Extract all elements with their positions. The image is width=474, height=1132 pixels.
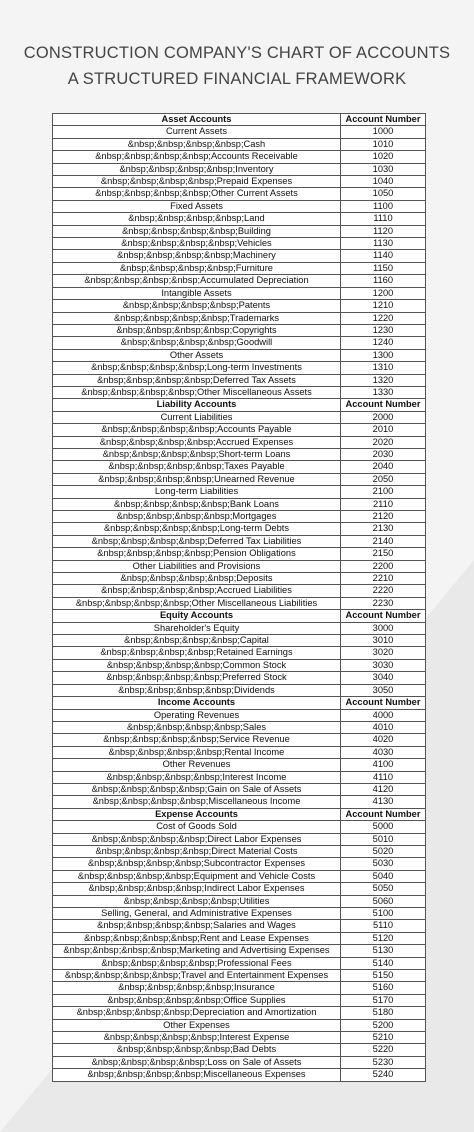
- account-name-cell: &nbsp;&nbsp;&nbsp;&nbsp;Common Stock: [53, 659, 341, 671]
- account-name-cell: &nbsp;&nbsp;&nbsp;&nbsp;Rental Income: [53, 746, 341, 758]
- table-row: [53, 151, 426, 163]
- table-row: [53, 349, 426, 361]
- account-number-cell: 2040: [341, 461, 426, 473]
- account-name-cell: &nbsp;&nbsp;&nbsp;&nbsp;Inventory: [53, 163, 341, 175]
- account-number-cell: 5210: [341, 1032, 426, 1044]
- table-row: [53, 473, 426, 485]
- document-title: [0, 40, 474, 92]
- table-row: [53, 548, 426, 560]
- account-name-cell: &nbsp;&nbsp;&nbsp;&nbsp;Professional Fees: [53, 957, 341, 969]
- table-row: [53, 138, 426, 150]
- account-number-header-cell: Account Number: [341, 697, 426, 709]
- account-name-cell: &nbsp;&nbsp;&nbsp;&nbsp;Subcontractor Expenses: [53, 858, 341, 870]
- account-number-cell: 1240: [341, 337, 426, 349]
- account-name-cell: &nbsp;&nbsp;&nbsp;&nbsp;Trademarks: [53, 312, 341, 324]
- account-number-cell: 3050: [341, 684, 426, 696]
- account-name-cell: &nbsp;&nbsp;&nbsp;&nbsp;Other Miscellaneous Liabilities: [53, 597, 341, 609]
- account-name-cell: Current Assets: [53, 126, 341, 138]
- table-row: [53, 448, 426, 460]
- accounts-table: [52, 113, 426, 1082]
- table-row: [53, 684, 426, 696]
- table-row: [53, 858, 426, 870]
- account-number-cell: 2120: [341, 511, 426, 523]
- table-row: [53, 312, 426, 324]
- section-header-row: [53, 610, 426, 622]
- table-row: [53, 362, 426, 374]
- account-name-cell: &nbsp;&nbsp;&nbsp;&nbsp;Pension Obligations: [53, 548, 341, 560]
- account-name-cell: &nbsp;&nbsp;&nbsp;&nbsp;Copyrights: [53, 324, 341, 336]
- account-number-cell: 2100: [341, 486, 426, 498]
- table-row: [53, 250, 426, 262]
- account-name-cell: Long-term Liabilities: [53, 486, 341, 498]
- account-name-cell: &nbsp;&nbsp;&nbsp;&nbsp;Office Supplies: [53, 994, 341, 1006]
- account-number-cell: 4110: [341, 771, 426, 783]
- account-name-cell: &nbsp;&nbsp;&nbsp;&nbsp;Deferred Tax Assets: [53, 374, 341, 386]
- section-title-cell: Income Accounts: [53, 697, 341, 709]
- table-row: [53, 436, 426, 448]
- account-number-cell: 5060: [341, 895, 426, 907]
- account-name-cell: &nbsp;&nbsp;&nbsp;&nbsp;Miscellaneous Income: [53, 796, 341, 808]
- account-number-cell: 3040: [341, 672, 426, 684]
- table-row: [53, 994, 426, 1006]
- account-number-cell: 2130: [341, 523, 426, 535]
- account-number-cell: 3010: [341, 635, 426, 647]
- account-number-cell: 2020: [341, 436, 426, 448]
- account-number-cell: 2050: [341, 473, 426, 485]
- account-name-cell: &nbsp;&nbsp;&nbsp;&nbsp;Short-term Loans: [53, 448, 341, 460]
- table-row: [53, 535, 426, 547]
- account-number-cell: 1330: [341, 386, 426, 398]
- account-name-cell: &nbsp;&nbsp;&nbsp;&nbsp;Indirect Labor Expenses: [53, 883, 341, 895]
- account-number-cell: 2210: [341, 573, 426, 585]
- table-row: [53, 424, 426, 436]
- account-name-cell: Fixed Assets: [53, 200, 341, 212]
- account-number-cell: 5040: [341, 870, 426, 882]
- account-number-cell: 1220: [341, 312, 426, 324]
- account-number-cell: 1320: [341, 374, 426, 386]
- account-name-cell: &nbsp;&nbsp;&nbsp;&nbsp;Building: [53, 225, 341, 237]
- account-name-cell: &nbsp;&nbsp;&nbsp;&nbsp;Deposits: [53, 573, 341, 585]
- account-name-cell: &nbsp;&nbsp;&nbsp;&nbsp;Dividends: [53, 684, 341, 696]
- account-number-cell: 5160: [341, 982, 426, 994]
- account-number-cell: 5150: [341, 970, 426, 982]
- table-row: [53, 734, 426, 746]
- account-number-cell: 1000: [341, 126, 426, 138]
- account-number-cell: 1200: [341, 287, 426, 299]
- account-number-cell: 1160: [341, 275, 426, 287]
- account-number-cell: 5050: [341, 883, 426, 895]
- section-header-row: [53, 399, 426, 411]
- account-number-cell: 1140: [341, 250, 426, 262]
- table-row: [53, 200, 426, 212]
- account-name-cell: &nbsp;&nbsp;&nbsp;&nbsp;Furniture: [53, 262, 341, 274]
- table-row: [53, 746, 426, 758]
- title-line-1: CONSTRUCTION COMPANY'S CHART OF ACCOUNTS: [23, 44, 451, 62]
- account-name-cell: Other Revenues: [53, 759, 341, 771]
- account-name-cell: &nbsp;&nbsp;&nbsp;&nbsp;Machinery: [53, 250, 341, 262]
- account-number-cell: 2110: [341, 498, 426, 510]
- account-number-cell: 2200: [341, 560, 426, 572]
- table-row: [53, 486, 426, 498]
- account-name-cell: &nbsp;&nbsp;&nbsp;&nbsp;Equipment and Vehicle Costs: [53, 870, 341, 882]
- account-name-cell: &nbsp;&nbsp;&nbsp;&nbsp;Insurance: [53, 982, 341, 994]
- account-name-cell: &nbsp;&nbsp;&nbsp;&nbsp;Accumulated Depreciation: [53, 275, 341, 287]
- table-row: [53, 796, 426, 808]
- section-title-cell: Liability Accounts: [53, 399, 341, 411]
- table-row: [53, 337, 426, 349]
- table-row: [53, 498, 426, 510]
- account-number-cell: 5110: [341, 920, 426, 932]
- account-name-cell: &nbsp;&nbsp;&nbsp;&nbsp;Capital: [53, 635, 341, 647]
- account-number-cell: 2140: [341, 535, 426, 547]
- account-name-cell: &nbsp;&nbsp;&nbsp;&nbsp;Travel and Entertainment Expenses: [53, 970, 341, 982]
- account-name-cell: &nbsp;&nbsp;&nbsp;&nbsp;Direct Labor Expenses: [53, 833, 341, 845]
- account-name-cell: &nbsp;&nbsp;&nbsp;&nbsp;Loss on Sale of Assets: [53, 1056, 341, 1068]
- account-name-cell: &nbsp;&nbsp;&nbsp;&nbsp;Utilities: [53, 895, 341, 907]
- account-name-cell: &nbsp;&nbsp;&nbsp;&nbsp;Accrued Expenses: [53, 436, 341, 448]
- account-name-cell: &nbsp;&nbsp;&nbsp;&nbsp;Long-term Debts: [53, 523, 341, 535]
- account-number-cell: 1110: [341, 213, 426, 225]
- account-number-cell: 5230: [341, 1056, 426, 1068]
- table-row: [53, 262, 426, 274]
- table-row: [53, 176, 426, 188]
- account-number-cell: 5010: [341, 833, 426, 845]
- account-name-cell: &nbsp;&nbsp;&nbsp;&nbsp;Preferred Stock: [53, 672, 341, 684]
- table-row: [53, 585, 426, 597]
- table-row: [53, 275, 426, 287]
- account-name-cell: &nbsp;&nbsp;&nbsp;&nbsp;Miscellaneous Expenses: [53, 1069, 341, 1081]
- table-row: [53, 659, 426, 671]
- account-number-cell: 1210: [341, 300, 426, 312]
- table-row: [53, 1056, 426, 1068]
- table-row: [53, 771, 426, 783]
- account-name-cell: &nbsp;&nbsp;&nbsp;&nbsp;Direct Material Costs: [53, 845, 341, 857]
- table-row: [53, 982, 426, 994]
- account-number-cell: 4010: [341, 721, 426, 733]
- account-number-cell: 1010: [341, 138, 426, 150]
- account-name-cell: &nbsp;&nbsp;&nbsp;&nbsp;Accrued Liabilities: [53, 585, 341, 597]
- table-row: [53, 511, 426, 523]
- account-number-cell: 5180: [341, 1007, 426, 1019]
- account-name-cell: &nbsp;&nbsp;&nbsp;&nbsp;Gain on Sale of Assets: [53, 783, 341, 795]
- account-number-cell: 1130: [341, 238, 426, 250]
- table-row: [53, 1007, 426, 1019]
- account-number-cell: 5240: [341, 1069, 426, 1081]
- account-number-cell: 5170: [341, 994, 426, 1006]
- table-row: [53, 461, 426, 473]
- account-number-cell: 3000: [341, 622, 426, 634]
- table-row: [53, 560, 426, 572]
- account-name-cell: Intangible Assets: [53, 287, 341, 299]
- account-number-cell: 1020: [341, 151, 426, 163]
- table-row: [53, 957, 426, 969]
- account-number-cell: 3030: [341, 659, 426, 671]
- account-number-cell: 1050: [341, 188, 426, 200]
- account-name-cell: &nbsp;&nbsp;&nbsp;&nbsp;Interest Expense: [53, 1032, 341, 1044]
- table-row: [53, 126, 426, 138]
- table-row: [53, 374, 426, 386]
- table-row: [53, 238, 426, 250]
- table-row: [53, 945, 426, 957]
- account-name-cell: &nbsp;&nbsp;&nbsp;&nbsp;Retained Earnings: [53, 647, 341, 659]
- account-number-cell: 1040: [341, 176, 426, 188]
- table-row: [53, 870, 426, 882]
- table-row: [53, 411, 426, 423]
- account-number-cell: 1310: [341, 362, 426, 374]
- account-number-cell: 4120: [341, 783, 426, 795]
- account-number-cell: 5200: [341, 1019, 426, 1031]
- accounts-table-body: [53, 114, 426, 1082]
- account-name-cell: Shareholder's Equity: [53, 622, 341, 634]
- account-name-cell: &nbsp;&nbsp;&nbsp;&nbsp;Accounts Receivable: [53, 151, 341, 163]
- table-row: [53, 821, 426, 833]
- account-number-cell: 3020: [341, 647, 426, 659]
- account-name-cell: &nbsp;&nbsp;&nbsp;&nbsp;Rent and Lease Expenses: [53, 932, 341, 944]
- table-row: [53, 1044, 426, 1056]
- account-number-cell: 5220: [341, 1044, 426, 1056]
- section-header-row: [53, 808, 426, 820]
- title-line-2: A STRUCTURED FINANCIAL FRAMEWORK: [67, 70, 407, 88]
- account-number-cell: 4130: [341, 796, 426, 808]
- table-row: [53, 833, 426, 845]
- account-name-cell: &nbsp;&nbsp;&nbsp;&nbsp;Unearned Revenue: [53, 473, 341, 485]
- table-row: [53, 1032, 426, 1044]
- table-row: [53, 647, 426, 659]
- account-number-cell: 2000: [341, 411, 426, 423]
- account-name-cell: &nbsp;&nbsp;&nbsp;&nbsp;Salaries and Wages: [53, 920, 341, 932]
- account-number-cell: 1030: [341, 163, 426, 175]
- table-row: [53, 895, 426, 907]
- table-row: [53, 759, 426, 771]
- account-number-cell: 1150: [341, 262, 426, 274]
- section-title-cell: Asset Accounts: [53, 114, 341, 126]
- table-row: [53, 523, 426, 535]
- account-number-cell: 5130: [341, 945, 426, 957]
- account-number-cell: 4030: [341, 746, 426, 758]
- account-name-cell: &nbsp;&nbsp;&nbsp;&nbsp;Other Current Assets: [53, 188, 341, 200]
- account-name-cell: &nbsp;&nbsp;&nbsp;&nbsp;Service Revenue: [53, 734, 341, 746]
- table-row: [53, 635, 426, 647]
- table-row: [53, 622, 426, 634]
- account-name-cell: &nbsp;&nbsp;&nbsp;&nbsp;Deferred Tax Liabilities: [53, 535, 341, 547]
- account-name-cell: &nbsp;&nbsp;&nbsp;&nbsp;Prepaid Expenses: [53, 176, 341, 188]
- table-row: [53, 932, 426, 944]
- account-name-cell: Operating Revenues: [53, 709, 341, 721]
- account-name-cell: &nbsp;&nbsp;&nbsp;&nbsp;Interest Income: [53, 771, 341, 783]
- account-number-cell: 2030: [341, 448, 426, 460]
- account-number-header-cell: Account Number: [341, 610, 426, 622]
- table-row: [53, 225, 426, 237]
- account-name-cell: &nbsp;&nbsp;&nbsp;&nbsp;Depreciation and Amortization: [53, 1007, 341, 1019]
- account-name-cell: &nbsp;&nbsp;&nbsp;&nbsp;Mortgages: [53, 511, 341, 523]
- account-number-cell: 4020: [341, 734, 426, 746]
- account-name-cell: &nbsp;&nbsp;&nbsp;&nbsp;Marketing and Advertising Expenses: [53, 945, 341, 957]
- account-number-cell: 1100: [341, 200, 426, 212]
- account-number-cell: 2230: [341, 597, 426, 609]
- account-number-cell: 4000: [341, 709, 426, 721]
- table-row: [53, 163, 426, 175]
- account-number-cell: 5030: [341, 858, 426, 870]
- account-name-cell: &nbsp;&nbsp;&nbsp;&nbsp;Goodwill: [53, 337, 341, 349]
- section-header-row: [53, 114, 426, 126]
- account-number-cell: 2010: [341, 424, 426, 436]
- table-row: [53, 908, 426, 920]
- table-row: [53, 721, 426, 733]
- table-row: [53, 188, 426, 200]
- account-number-header-cell: Account Number: [341, 114, 426, 126]
- account-number-cell: 2220: [341, 585, 426, 597]
- table-row: [53, 783, 426, 795]
- account-number-cell: 1230: [341, 324, 426, 336]
- account-name-cell: &nbsp;&nbsp;&nbsp;&nbsp;Vehicles: [53, 238, 341, 250]
- table-row: [53, 386, 426, 398]
- account-name-cell: &nbsp;&nbsp;&nbsp;&nbsp;Other Miscellaneous Assets: [53, 386, 341, 398]
- table-row: [53, 672, 426, 684]
- account-number-header-cell: Account Number: [341, 808, 426, 820]
- section-header-row: [53, 697, 426, 709]
- account-number-cell: 5000: [341, 821, 426, 833]
- account-name-cell: &nbsp;&nbsp;&nbsp;&nbsp;Patents: [53, 300, 341, 312]
- account-name-cell: Current Liabilities: [53, 411, 341, 423]
- account-name-cell: Other Liabilities and Provisions: [53, 560, 341, 572]
- table-row: [53, 597, 426, 609]
- table-row: [53, 709, 426, 721]
- table-row: [53, 970, 426, 982]
- account-name-cell: Selling, General, and Administrative Expenses: [53, 908, 341, 920]
- account-name-cell: &nbsp;&nbsp;&nbsp;&nbsp;Cash: [53, 138, 341, 150]
- table-row: [53, 883, 426, 895]
- section-title-cell: Equity Accounts: [53, 610, 341, 622]
- account-name-cell: &nbsp;&nbsp;&nbsp;&nbsp;Bad Debts: [53, 1044, 341, 1056]
- section-title-cell: Expense Accounts: [53, 808, 341, 820]
- account-number-cell: 4100: [341, 759, 426, 771]
- account-name-cell: &nbsp;&nbsp;&nbsp;&nbsp;Taxes Payable: [53, 461, 341, 473]
- account-name-cell: &nbsp;&nbsp;&nbsp;&nbsp;Land: [53, 213, 341, 225]
- table-row: [53, 324, 426, 336]
- account-name-cell: Other Assets: [53, 349, 341, 361]
- account-number-cell: 2150: [341, 548, 426, 560]
- account-number-cell: 5140: [341, 957, 426, 969]
- account-name-cell: &nbsp;&nbsp;&nbsp;&nbsp;Sales: [53, 721, 341, 733]
- account-number-cell: 5100: [341, 908, 426, 920]
- account-name-cell: Other Expenses: [53, 1019, 341, 1031]
- table-row: [53, 920, 426, 932]
- table-row: [53, 300, 426, 312]
- table-row: [53, 1019, 426, 1031]
- account-name-cell: &nbsp;&nbsp;&nbsp;&nbsp;Long-term Investments: [53, 362, 341, 374]
- account-name-cell: Cost of Goods Sold: [53, 821, 341, 833]
- account-number-cell: 5120: [341, 932, 426, 944]
- account-number-cell: 1120: [341, 225, 426, 237]
- account-number-cell: 5020: [341, 845, 426, 857]
- account-name-cell: &nbsp;&nbsp;&nbsp;&nbsp;Bank Loans: [53, 498, 341, 510]
- table-row: [53, 287, 426, 299]
- account-number-cell: 1300: [341, 349, 426, 361]
- table-row: [53, 845, 426, 857]
- account-number-header-cell: Account Number: [341, 399, 426, 411]
- table-row: [53, 573, 426, 585]
- account-name-cell: &nbsp;&nbsp;&nbsp;&nbsp;Accounts Payable: [53, 424, 341, 436]
- table-row: [53, 1069, 426, 1081]
- table-row: [53, 213, 426, 225]
